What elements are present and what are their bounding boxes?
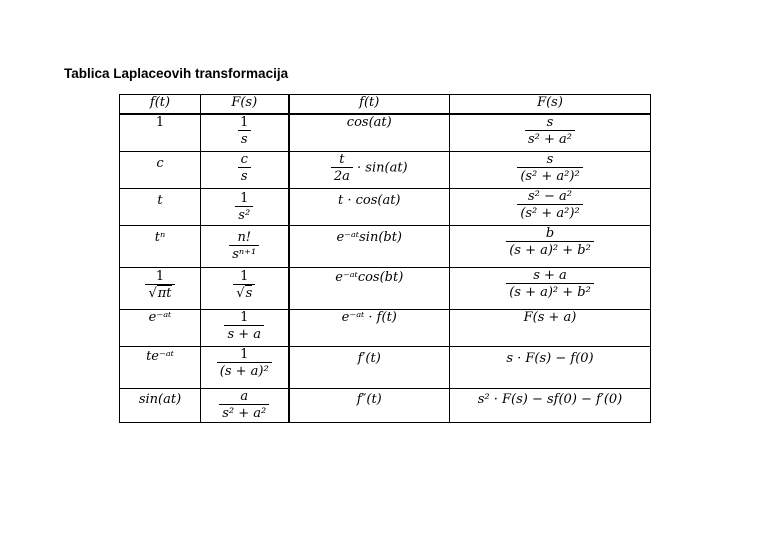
table-row [120, 388, 651, 422]
radicand: πt [157, 285, 172, 301]
fraction-numerator: a [240, 388, 249, 404]
fraction-numerator: 1 [240, 346, 249, 362]
header-f-t-2: f(t) [289, 95, 450, 115]
fraction-numerator: n! [237, 229, 252, 245]
F-s-cell [201, 388, 289, 422]
F-s-cell [201, 114, 289, 151]
f-t-cell [289, 151, 450, 188]
fraction-denominator: √πt [145, 284, 174, 301]
table-header-row [120, 95, 651, 115]
fraction-numerator: c [240, 151, 248, 167]
F-s-cell [201, 309, 289, 346]
fraction-numerator: 1 [240, 115, 249, 130]
f-t-cell: cos(at) [289, 114, 450, 151]
F-s-cell [201, 151, 289, 188]
fraction-denominator: s² + a² [525, 130, 575, 147]
F-s-cell: F(s + a) [450, 309, 651, 346]
F-s-cell [450, 225, 651, 267]
fraction-numerator: s [546, 115, 554, 130]
fraction-denominator: 2a [331, 167, 353, 184]
F-s-cell [201, 188, 289, 225]
fraction-numerator: s + a [533, 267, 567, 283]
fraction-denominator: s² [235, 206, 253, 223]
fraction-denominator: (s + a)² + b² [506, 283, 594, 300]
F-s-cell [450, 267, 651, 309]
f-t-cell: 1 [120, 114, 201, 151]
fraction-denominator: √s [233, 284, 255, 301]
f-t-cell: tⁿ [120, 225, 201, 267]
laplace-table [119, 94, 651, 423]
header-F-s-1: F(s) [201, 95, 289, 115]
fraction-denominator: (s² + a²)² [517, 167, 582, 184]
header-F-s-2: F(s) [450, 95, 651, 115]
table-row [120, 309, 651, 346]
F-s-cell [201, 225, 289, 267]
f-t-cell: f′(t) [289, 346, 450, 388]
f-t-cell [120, 267, 201, 309]
F-s-cell [450, 114, 651, 151]
F-s-cell: s · F(s) − f(0) [450, 346, 651, 388]
fraction-numerator: 1 [155, 268, 165, 284]
f-t-cell: e⁻ᵃᵗcos(bt) [289, 267, 450, 309]
fraction-numerator: s [546, 151, 554, 167]
table-row [120, 188, 651, 225]
table-row [120, 225, 651, 267]
f-t-cell: t · cos(at) [289, 188, 450, 225]
table-row [120, 346, 651, 388]
F-s-cell [201, 346, 289, 388]
f-t-cell: e⁻ᵃᵗ · f(t) [289, 309, 450, 346]
table-row [120, 267, 651, 309]
fraction-numerator: 1 [240, 309, 249, 325]
table-row [120, 114, 651, 151]
fraction-numerator: 1 [240, 190, 249, 206]
F-s-cell [450, 188, 651, 225]
fraction-numerator: s² − a² [527, 188, 572, 204]
f-t-cell: t [120, 188, 201, 225]
fraction-denominator: s [238, 130, 251, 147]
fraction-numerator: t [339, 151, 345, 167]
fraction-denominator: s [238, 167, 251, 184]
fraction-denominator: s + a [224, 325, 264, 342]
f-t-cell: f″(t) [289, 388, 450, 422]
F-s-cell: s² · F(s) − sf(0) − f′(0) [450, 388, 651, 422]
f-t-cell: c [120, 151, 201, 188]
header-f-t-1: f(t) [120, 95, 201, 115]
fraction-denominator: sⁿ⁺¹ [229, 245, 259, 262]
expression-rest: · sin(at) [357, 160, 408, 175]
radicand: s [245, 285, 253, 301]
fraction-numerator: b [545, 225, 555, 241]
fraction-denominator: (s + a)² + b² [506, 241, 594, 258]
f-t-cell: sin(at) [120, 388, 201, 422]
table-row [120, 151, 651, 188]
f-t-cell: e⁻ᵃᵗsin(bt) [289, 225, 450, 267]
F-s-cell [201, 267, 289, 309]
page-title: Tablica Laplaceovih transformacija [64, 66, 289, 81]
f-t-cell: te⁻ᵃᵗ [120, 346, 201, 388]
fraction-denominator: (s² + a²)² [517, 204, 582, 221]
F-s-cell [450, 151, 651, 188]
fraction-numerator: 1 [240, 268, 249, 284]
fraction-denominator: s² + a² [219, 404, 269, 421]
f-t-cell: e⁻ᵃᵗ [120, 309, 201, 346]
fraction-denominator: (s + a)² [217, 362, 272, 379]
